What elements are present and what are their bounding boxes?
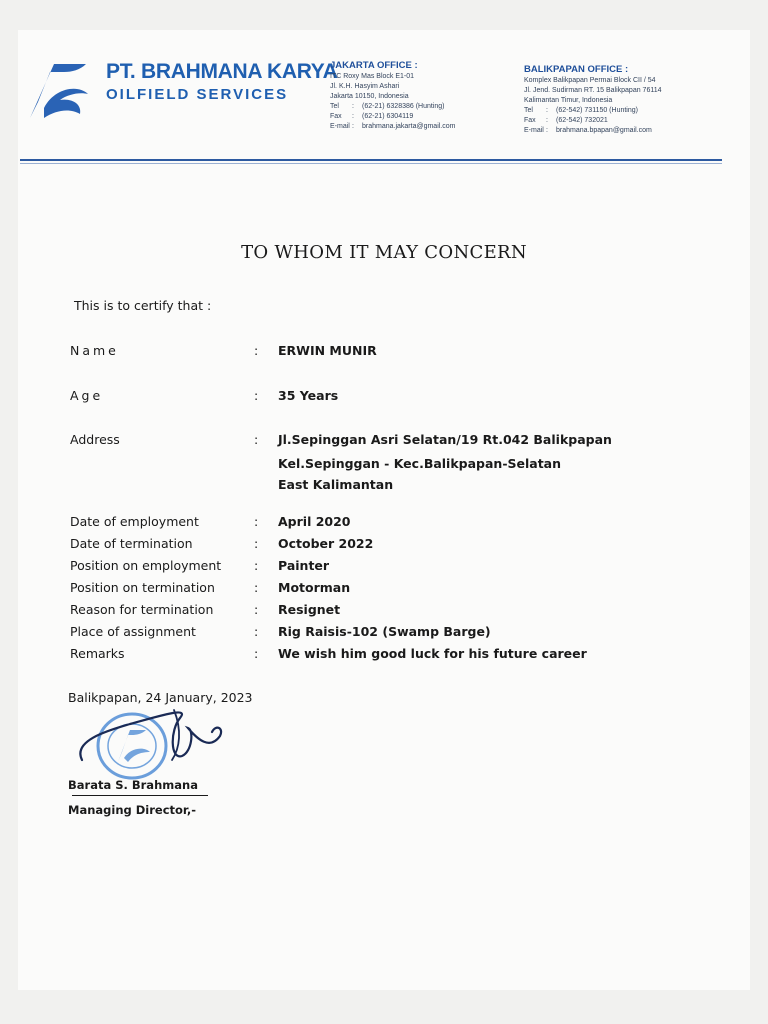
letterhead-divider-thin (20, 163, 722, 164)
field-name (70, 343, 377, 358)
field-label: Position on termination (70, 580, 215, 595)
signature-underline (72, 795, 208, 796)
jakarta-fax: Fax : (62-21) 6304119 (330, 113, 414, 120)
field-position-employment (70, 558, 329, 573)
field-colon: : (254, 536, 259, 551)
jakarta-office (330, 60, 455, 132)
field-colon: : (254, 580, 259, 595)
balikpapan-fax: Fax : (62-542) 732021 (524, 117, 608, 124)
company-name: PT. BRAHMANA KARYA (106, 60, 338, 83)
field-date-termination (70, 536, 373, 551)
company-subtitle: OILFIELD SERVICES (106, 86, 289, 103)
field-colon: : (254, 558, 259, 573)
field-colon: : (254, 514, 259, 529)
signer-name: Barata S. Brahmana (68, 778, 198, 792)
field-colon: : (254, 602, 259, 617)
field-value: October 2022 (278, 536, 374, 551)
balikpapan-office-title: BALIKPAPAN OFFICE : (524, 64, 629, 75)
balikpapan-address-2: Jl. Jend. Sudirman RT. 15 Balikpapan 76114 (524, 87, 662, 94)
company-block (106, 60, 337, 103)
balikpapan-email: E-mail : brahmana.bpapan@gmail.com (524, 127, 652, 134)
field-position-termination (70, 580, 350, 595)
place-date: Balikpapan, 24 January, 2023 (68, 690, 253, 705)
jakarta-address-2: Jl. K.H. Hasyim Ashari (330, 83, 400, 90)
jakarta-address-3: Jakarta 10150, Indonesia (330, 93, 409, 100)
jakarta-office-title: JAKARTA OFFICE : (330, 60, 418, 71)
address-line-2: Kel.Sepinggan - Kec.Balikpapan-Selatan (278, 456, 562, 471)
balikpapan-address-1: Komplex Balikpapan Permai Block CII / 54 (524, 77, 656, 84)
balikpapan-address-3: Kalimantan Timur, Indonesia (524, 97, 613, 104)
field-label: Place of assignment (70, 624, 196, 639)
balikpapan-office (524, 64, 662, 136)
field-remarks (70, 646, 587, 661)
field-colon: : (254, 432, 259, 447)
document-title: TO WHOM IT MAY CONCERN (241, 242, 527, 263)
field-value: April 2020 (278, 514, 351, 529)
field-value: Resignet (278, 602, 341, 617)
field-date-employment (70, 514, 351, 529)
field-label: Position on employment (70, 558, 222, 573)
jakarta-tel: Tel : (62-21) 6328386 (Hunting) (330, 103, 445, 110)
field-label: Date of termination (70, 536, 193, 551)
address-line-3: East Kalimantan (278, 477, 394, 492)
field-value: Rig Raisis-102 (Swamp Barge) (278, 624, 491, 639)
field-address (70, 432, 612, 447)
balikpapan-tel: Tel : (62-542) 731150 (Hunting) (524, 107, 638, 114)
field-label: Reason for termination (70, 602, 214, 617)
field-value: 35 Years (278, 388, 339, 403)
field-value: ERWIN MUNIR (278, 343, 377, 358)
field-colon: : (254, 646, 259, 661)
signature-mark-icon (70, 700, 250, 790)
company-logo-icon (24, 58, 94, 124)
field-value: Jl.Sepinggan Asri Selatan/19 Rt.042 Balikpapan (278, 432, 612, 447)
field-value: Motorman (278, 580, 351, 595)
field-value: We wish him good luck for his future career (278, 646, 587, 661)
field-label: Remarks (70, 646, 125, 661)
signer-title: Managing Director,- (68, 803, 197, 817)
field-label: Age (70, 388, 104, 403)
field-colon: : (254, 624, 259, 639)
intro-text: This is to certify that : (74, 298, 212, 313)
field-place-assignment (70, 624, 491, 639)
field-label: Address (70, 432, 120, 447)
field-value: Painter (278, 558, 330, 573)
jakarta-email: E-mail : brahmana.jakarta@gmail.com (330, 123, 456, 130)
letterhead-divider (20, 159, 722, 161)
field-colon: : (254, 343, 259, 358)
field-label: Name (70, 343, 119, 358)
field-reason-termination (70, 602, 340, 617)
field-age (70, 388, 338, 403)
jakarta-address-1: ITC Roxy Mas Block E1-01 (330, 73, 415, 80)
field-label: Date of employment (70, 514, 199, 529)
document-page (18, 30, 750, 990)
field-colon: : (254, 388, 259, 403)
